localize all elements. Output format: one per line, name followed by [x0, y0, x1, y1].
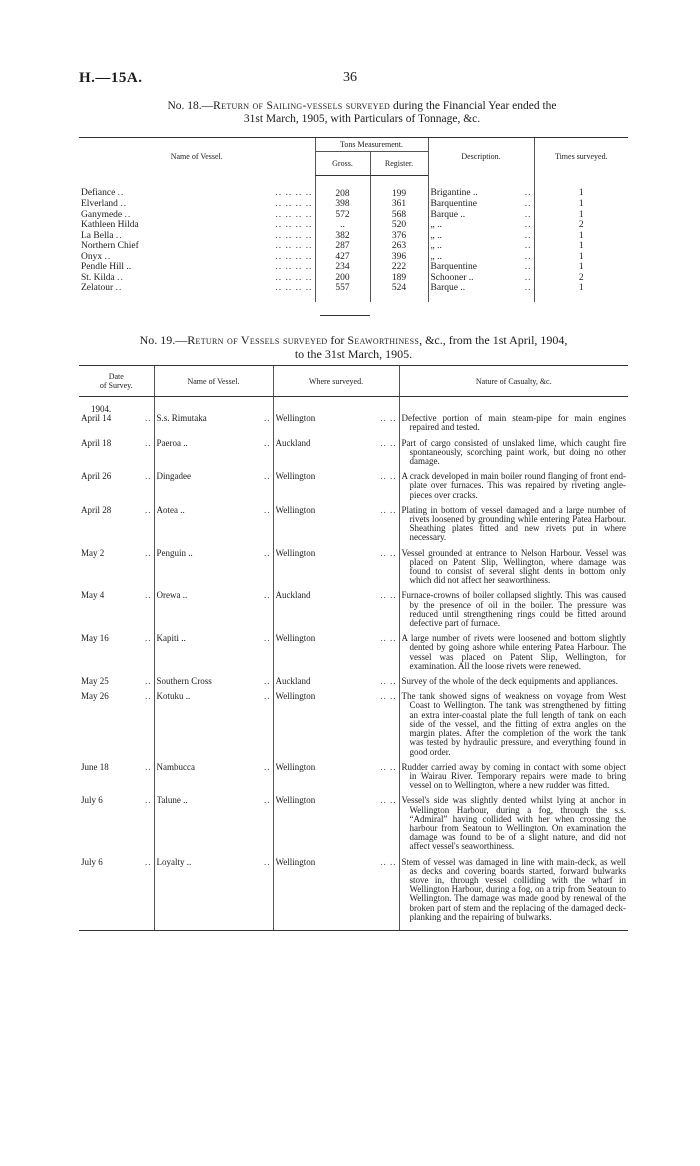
casualty-description: A large number of rivets were loosened and bottom slightly dented by going ashore while entering Patea Harbour. The vessel was placed on Patent Slip, Wellington, for examination. All the loose rivets were renewed. — [401, 633, 626, 671]
times-surveyed: 2 — [534, 273, 628, 284]
name-dots: .. — [264, 414, 271, 424]
gross-tons: 208 — [315, 175, 370, 199]
casualty-description: A crack developed in main boiler round flanging of front end-plate over furnaces. This was repaired by riveting angle-pieces over cracks. — [401, 471, 626, 500]
vessel-description: Barquentine — [430, 199, 477, 209]
survey-location: Wellington — [275, 548, 316, 558]
table-row — [79, 231, 628, 242]
gross-tons: 427 — [315, 252, 370, 263]
location-dots: .. .. — [380, 472, 397, 482]
leader-dots: .. .. .. .. — [275, 188, 313, 198]
casualty-description: Part of cargo consisted of unslaked lime, which caught fire spontaneously, scorching paint work, but doing no other damage. — [401, 437, 626, 467]
survey-location: Auckland — [275, 677, 311, 687]
page-number: 36 — [343, 70, 357, 85]
gross-tons: 557 — [315, 283, 370, 302]
vessel-name: Nambucca — [156, 762, 195, 772]
gross-tons: 234 — [315, 262, 370, 273]
description-dots: .. — [524, 241, 532, 251]
casualty-description: Furnace-crowns of boiler collapsed slightly. This was caused by the presence of oil in the boiler. The pressure was reduced until strengthening rings could be fitted around defective part of furnace. — [401, 590, 626, 629]
col-header-name: Name of Vessel. — [79, 138, 315, 176]
table-row — [79, 549, 628, 592]
leader-dots: .. .. .. .. — [275, 230, 313, 241]
vessel-name: St. Kilda .. — [81, 272, 124, 283]
table-row — [79, 858, 628, 931]
table-row — [79, 210, 628, 221]
gross-tons: .. — [315, 220, 370, 231]
vessel-name: Elverland .. — [81, 199, 128, 209]
survey-date: May 4 — [81, 591, 105, 601]
table-row — [79, 241, 628, 252]
survey-location: Wellington — [275, 857, 316, 867]
vessel-description: „ .. — [430, 241, 442, 251]
survey-date: May 16 — [81, 634, 109, 644]
register-tons: 520 — [370, 220, 428, 231]
survey-date: May 25 — [81, 677, 109, 687]
description-dots: .. — [524, 262, 532, 272]
table19-title-rest: , &c., from the 1st April, 1904, — [419, 333, 568, 347]
date-dots: .. — [145, 591, 152, 601]
vessel-name: Kathleen Hilda — [81, 220, 139, 230]
survey-date: April 18 — [81, 438, 112, 448]
casualty-description: Survey of the whole of the deck equipments and appliances. — [401, 676, 618, 687]
leader-dots: .. .. .. .. — [275, 241, 313, 251]
location-dots: .. .. — [380, 548, 397, 558]
date-dots: .. — [145, 438, 152, 448]
gross-tons: 398 — [315, 199, 370, 210]
vessel-description: Schooner .. — [430, 272, 474, 283]
gross-tons: 572 — [315, 210, 370, 221]
seaworthiness-body — [79, 397, 628, 931]
vessel-name: Dingadee — [156, 472, 191, 482]
col-header-register: Register. — [370, 152, 428, 175]
location-dots: .. .. — [380, 505, 397, 515]
date-dots: .. — [145, 857, 152, 867]
table-row — [79, 199, 628, 210]
casualty-description: Vessel grounded at entrance to Nelson Harbour. Vessel was placed on Patent Slip, Wellington, where damage was found to consist of several slight dents in bottom only which did not affect her seaworthiness. — [401, 547, 626, 586]
col-header-times: Times surveyed. — [534, 138, 628, 176]
leader-dots: .. .. .. .. — [275, 262, 313, 272]
name-dots: .. — [264, 634, 271, 644]
leader-dots: .. .. .. .. — [275, 220, 313, 230]
times-surveyed: 1 — [534, 199, 628, 210]
vessel-name: Loyalty .. — [156, 857, 192, 867]
description-dots: .. — [524, 283, 532, 293]
leader-dots: .. .. .. .. — [275, 209, 313, 220]
location-dots: .. .. — [380, 677, 397, 687]
description-dots: .. — [524, 272, 532, 283]
vessel-name: Paeroa .. — [156, 438, 188, 448]
year-label: 1904. — [91, 404, 112, 414]
col-header-vessel: Name of Vessel. — [154, 366, 273, 397]
date-dots: .. — [145, 677, 152, 687]
seaworthiness-table — [79, 365, 628, 931]
sailing-vessels-body — [79, 175, 628, 302]
date-dots: .. — [145, 472, 152, 482]
location-dots: .. .. — [380, 634, 397, 644]
casualty-description: Rudder carried away by coming in contact with some object in Wairau River. Temporary repairs were made to bring vessel on to Wellington, where a new rudder was fitted. — [401, 761, 626, 791]
times-surveyed: 1 — [534, 241, 628, 252]
table-row — [79, 796, 628, 857]
date-dots: .. — [145, 634, 152, 644]
vessel-name: Kotuku .. — [156, 692, 191, 702]
survey-location: Wellington — [275, 505, 316, 515]
table19-title — [79, 333, 628, 361]
vessel-name: La Bella .. — [81, 230, 123, 241]
times-surveyed: 1 — [534, 231, 628, 242]
vessel-description: „ .. — [430, 220, 442, 230]
vessel-name: Talune .. — [156, 796, 188, 806]
leader-dots: .. .. .. .. — [275, 283, 313, 293]
name-dots: .. — [264, 762, 271, 772]
survey-location: Wellington — [275, 762, 316, 772]
survey-date: April 14 — [81, 414, 112, 424]
vessel-name: S.s. Rimutaka — [156, 414, 207, 424]
location-dots: .. .. — [380, 438, 397, 448]
date-dots: .. — [145, 505, 152, 515]
name-dots: .. — [264, 677, 271, 687]
description-dots: .. — [524, 188, 532, 198]
times-surveyed: 1 — [534, 175, 628, 199]
year-row — [79, 397, 628, 415]
times-surveyed: 1 — [534, 283, 628, 302]
table19-title-smallcaps: Return of Vessels surveyed — [187, 333, 328, 347]
vessel-name: Kapiti .. — [156, 634, 186, 644]
leader-dots: .. .. .. .. — [275, 199, 313, 209]
date-dots: .. — [145, 414, 152, 424]
location-dots: .. .. — [380, 762, 397, 772]
table19-title-mid: for — [327, 333, 348, 347]
table-row — [79, 591, 628, 634]
vessel-name: Defiance .. — [81, 188, 125, 198]
name-dots: .. — [264, 472, 271, 482]
table-row — [79, 763, 628, 797]
description-dots: .. — [524, 220, 532, 230]
register-tons: 189 — [370, 273, 428, 284]
name-dots: .. — [264, 548, 271, 558]
vessel-name: Southern Cross — [156, 677, 212, 687]
survey-location: Wellington — [275, 472, 316, 482]
description-dots: .. — [524, 251, 532, 262]
date-dots: .. — [145, 762, 152, 772]
register-tons: 199 — [370, 175, 428, 199]
vessel-description: „ .. — [430, 251, 442, 262]
leader-dots: .. .. .. .. — [275, 272, 313, 283]
vessel-description: Barque .. — [430, 283, 466, 293]
col-header-where: Where surveyed. — [273, 366, 399, 397]
description-dots: .. — [524, 209, 532, 220]
table18-title-smallcaps: Return of Sailing-vessels surveyed — [213, 100, 391, 112]
name-dots: .. — [264, 591, 271, 601]
survey-location: Wellington — [275, 634, 316, 644]
casualty-description: Vessel's side was slightly dented whilst lying at anchor in Wellington Harbour, during a fog, through the s.s. “Admiral” having collided with her when crossing the harbour from Seatoun to Wellington. On examination the damage was found to be of a slight nature, and did not affect vessel's seaworthiness. — [401, 795, 626, 852]
table19-title-number: No. 19.— — [139, 333, 188, 347]
vessel-name: Penguin .. — [156, 548, 193, 558]
name-dots: .. — [264, 857, 271, 867]
sailing-vessels-table — [79, 137, 628, 302]
date-dots: .. — [145, 692, 152, 702]
table-row — [79, 414, 628, 438]
vessel-name: Zelatour .. — [81, 283, 123, 293]
name-dots: .. — [264, 692, 271, 702]
table-row — [79, 273, 628, 284]
gross-tons: 200 — [315, 273, 370, 284]
col-header-date: Date of Survey. — [79, 366, 154, 397]
location-dots: .. .. — [380, 414, 397, 424]
table-row — [79, 634, 628, 677]
survey-date: May 2 — [81, 548, 105, 558]
survey-date: June 18 — [81, 762, 109, 772]
survey-location: Wellington — [275, 692, 316, 702]
col-header-gross: Gross. — [315, 152, 370, 175]
survey-location: Wellington — [275, 414, 316, 424]
survey-date: May 26 — [81, 692, 109, 702]
location-dots: .. .. — [380, 796, 397, 806]
table18-title-line2: 31st March, 1905, with Particulars of Tonnage, &c. — [243, 113, 481, 125]
table-row — [79, 262, 628, 273]
register-tons: 376 — [370, 231, 428, 242]
vessel-name: Onyx .. — [81, 251, 112, 262]
table-row — [79, 506, 628, 549]
vessel-name: Orewa .. — [156, 591, 188, 601]
description-dots: .. — [524, 230, 532, 241]
description-dots: .. — [524, 199, 532, 209]
survey-date: July 6 — [81, 796, 103, 806]
date-dots: .. — [145, 548, 152, 558]
table19-title-line2: to the 31st March, 1905. — [294, 347, 413, 361]
location-dots: .. .. — [380, 857, 397, 867]
vessel-description: „ .. — [430, 230, 442, 241]
survey-location: Auckland — [275, 591, 311, 601]
col-header-tons: Tons Measurement. — [315, 138, 428, 152]
table-row — [79, 472, 628, 506]
document-code: H.—15A. — [79, 70, 143, 86]
survey-date: April 28 — [81, 505, 112, 515]
survey-location: Auckland — [275, 438, 311, 448]
register-tons: 263 — [370, 241, 428, 252]
table-row — [79, 677, 628, 692]
table-row — [79, 220, 628, 231]
col-header-description: Description. — [428, 138, 534, 176]
register-tons: 396 — [370, 252, 428, 263]
name-dots: .. — [264, 505, 271, 515]
vessel-name: Northern Chief — [81, 241, 139, 251]
gross-tons: 287 — [315, 241, 370, 252]
casualty-description: Stem of vessel was damaged in line with main-deck, as well as decks and covering boards started, forward bulwarks stove in, through vessel colliding with the wharf in Wellington Harbour, during a fog, on a trip from Seatoun to Wellington. The damage was made good by renewal of the broken part of stem and the replacing of the damaged deck-planking and the repairing of bulwarks. — [401, 856, 626, 922]
survey-date: April 26 — [81, 472, 112, 482]
survey-location: Wellington — [275, 796, 316, 806]
table-row — [79, 439, 628, 473]
register-tons: 524 — [370, 283, 428, 302]
register-tons: 222 — [370, 262, 428, 273]
table19-title-smallcaps2: Seaworthiness — [347, 333, 420, 347]
casualty-description: The tank showed signs of weakness on voyage from West Coast to Wellington. The tank was strengthened by fitting an extra inter-coastal plate the full length of tank on each side of the vessel, and the fitting of extra angles on the margin plates. After the completion of the work the tank was tested by hydraulic pressure, and everything found in good order. — [401, 691, 626, 757]
location-dots: .. .. — [380, 591, 397, 601]
vessel-description: Barquentine — [430, 262, 477, 272]
table-row — [79, 692, 628, 762]
col-header-nature: Nature of Casualty, &c. — [399, 366, 628, 397]
location-dots: .. .. — [380, 692, 397, 702]
name-dots: .. — [264, 438, 271, 448]
times-surveyed: 1 — [534, 252, 628, 263]
date-dots: .. — [145, 796, 152, 806]
register-tons: 568 — [370, 210, 428, 221]
table18-title-rest: during the Financial Year ended the — [390, 100, 557, 112]
survey-date: July 6 — [81, 857, 103, 867]
times-surveyed: 1 — [534, 210, 628, 221]
register-tons: 361 — [370, 199, 428, 210]
leader-dots: .. .. .. .. — [275, 251, 313, 262]
vessel-name: Ganymede .. — [81, 209, 132, 220]
table-row — [79, 175, 628, 199]
table18-title — [82, 100, 642, 126]
gross-tons: 382 — [315, 231, 370, 242]
section-divider — [320, 315, 370, 316]
casualty-description: Plating in bottom of vessel damaged and a large number of rivets loosened by grounding while entering Patea Harbour. Sheathing plates fitted and new rivets put in where necessary. — [401, 504, 626, 543]
vessel-description: Brigantine .. — [430, 188, 478, 198]
casualty-description: Defective portion of main steam-pipe for main engines repaired and tested. — [401, 413, 626, 433]
times-surveyed: 1 — [534, 262, 628, 273]
table-row — [79, 252, 628, 263]
table-row — [79, 283, 628, 302]
table18-title-number: No. 18.— — [167, 100, 214, 112]
vessel-description: Barque .. — [430, 209, 466, 220]
name-dots: .. — [264, 796, 271, 806]
vessel-name: Pendle Hill .. — [81, 262, 132, 272]
vessel-name: Aotea .. — [156, 505, 185, 515]
times-surveyed: 2 — [534, 220, 628, 231]
